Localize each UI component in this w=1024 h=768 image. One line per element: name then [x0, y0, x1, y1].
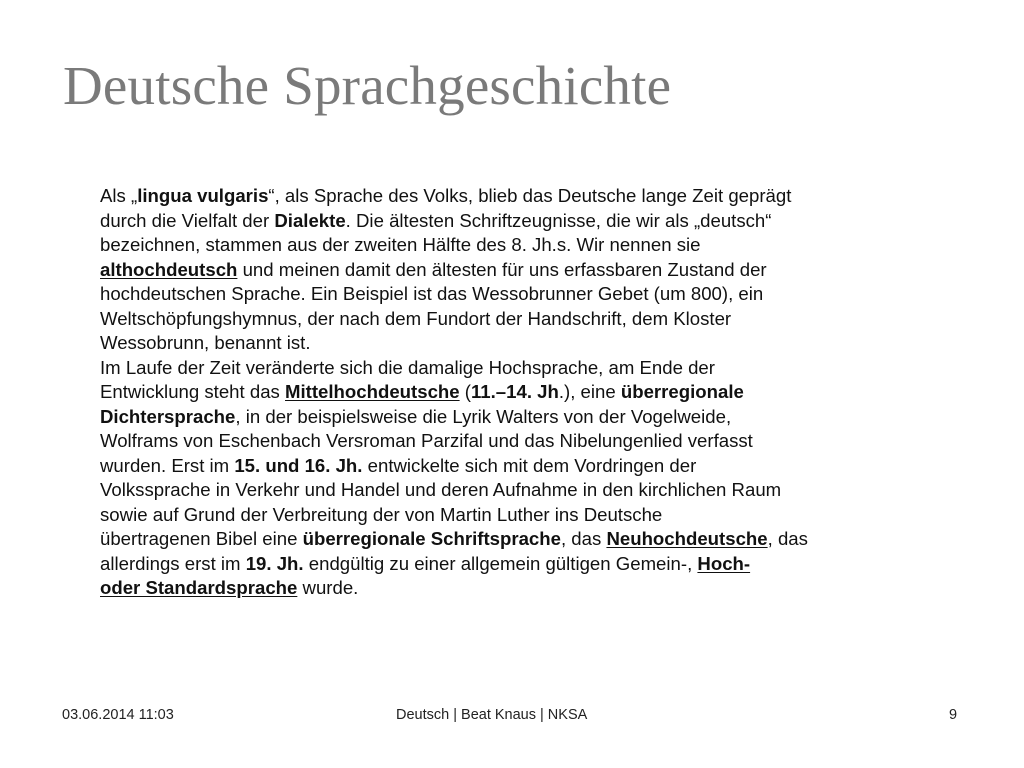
- footer-date: 03.06.2014 11:03: [62, 707, 174, 723]
- emphasized-term: 11.–14. Jh: [470, 381, 559, 402]
- body-text: Wessobrunn, benannt ist.: [100, 332, 311, 353]
- body-line: [100, 405, 960, 430]
- body-line: [100, 184, 960, 209]
- body-line: [100, 552, 960, 577]
- slide-title: Deutsche Sprachgeschichte: [63, 55, 672, 116]
- underlined-term: [100, 577, 297, 598]
- body-line: [100, 331, 960, 356]
- emphasized-term: überregionale Schriftsprache: [302, 528, 561, 549]
- body-line: [100, 356, 960, 381]
- footer-center-text: Deutsch | Beat Knaus | NKSA: [396, 707, 588, 723]
- body-text: Im Laufe der Zeit veränderte sich die damalige Hochsprache, am Ende der: [100, 356, 715, 378]
- body-line: [100, 454, 960, 479]
- body-text: Weltschöpfungshymnus, der nach dem Fundort der Handschrift, dem Kloster: [100, 307, 732, 329]
- emphasized-term: Dialekte: [274, 209, 346, 231]
- body-line: [100, 307, 960, 332]
- emphasized-term: 15. und 16. Jh.: [234, 454, 363, 476]
- body-line: [100, 380, 960, 405]
- body-text: (: [459, 381, 471, 402]
- body-text: hochdeutschen Sprache. Ein Beispiel ist das Wessobrunner Gebet (um 800), ein: [100, 283, 764, 304]
- emphasized-term: althochdeutsch: [100, 258, 238, 280]
- slide-body-text: [100, 184, 960, 601]
- emphasized-term: Neuhochdeutsche: [606, 528, 768, 549]
- body-line: [100, 576, 960, 601]
- emphasized-term: lingua vulgaris: [137, 185, 269, 206]
- body-text: sowie auf Grund der Verbreitung der von Martin Luther ins Deutsche: [100, 503, 663, 525]
- body-text: , das: [767, 528, 808, 549]
- body-line: [100, 258, 960, 283]
- body-text: durch die Vielfalt der: [100, 209, 275, 231]
- underlined-term: [100, 259, 237, 280]
- body-line: [100, 478, 960, 503]
- body-text: übertragenen Bibel eine: [100, 528, 303, 549]
- underlined-term: [606, 528, 767, 549]
- body-text: “, als Sprache des Volks, blieb das Deutsche lange Zeit geprägt: [268, 185, 792, 206]
- body-text: Als „: [100, 185, 138, 206]
- body-text: Wolframs von Eschenbach Versroman Parzifal und das Nibelungenlied verfasst: [100, 430, 753, 451]
- body-line: [100, 503, 960, 528]
- body-text: wurden. Erst im: [100, 454, 235, 476]
- body-text: , das: [560, 528, 607, 549]
- body-line: [100, 527, 960, 552]
- body-text: entwickelte sich mit dem Vordringen der: [362, 454, 697, 476]
- body-text: . Die ältesten Schriftzeugnisse, die wir als „deutsch“: [345, 209, 772, 231]
- body-text: wurde.: [297, 577, 359, 598]
- underlined-term: [697, 553, 750, 574]
- footer-page-number: 9: [949, 707, 958, 723]
- body-line: [100, 209, 960, 234]
- underlined-term: [285, 381, 460, 402]
- body-text: , in der beispielsweise die Lyrik Walters von der Vogelweide,: [235, 405, 732, 427]
- emphasized-term: 19. Jh.: [245, 552, 304, 574]
- emphasized-term: oder Standardsprache: [100, 577, 298, 598]
- body-line: [100, 282, 960, 307]
- body-line: [100, 429, 960, 454]
- body-text: bezeichnen, stammen aus der zweiten Hälfte des 8. Jh.s. Wir nennen sie: [100, 234, 701, 255]
- body-text: endgültig zu einer allgemein gültigen Gemein-,: [303, 552, 698, 574]
- body-text: Volkssprache in Verkehr und Handel und deren Aufnahme in den kirchlichen Raum: [100, 479, 782, 500]
- body-text: allerdings erst im: [100, 552, 246, 574]
- body-text: .), eine: [558, 381, 621, 402]
- body-line: [100, 233, 960, 258]
- emphasized-term: Dichtersprache: [100, 405, 236, 427]
- emphasized-term: überregionale: [620, 381, 744, 402]
- emphasized-term: Hoch-: [697, 552, 751, 574]
- emphasized-term: Mittelhochdeutsche: [285, 381, 460, 402]
- body-text: und meinen damit den ältesten für uns erfassbaren Zustand der: [237, 258, 767, 280]
- body-text: Entwicklung steht das: [100, 381, 286, 402]
